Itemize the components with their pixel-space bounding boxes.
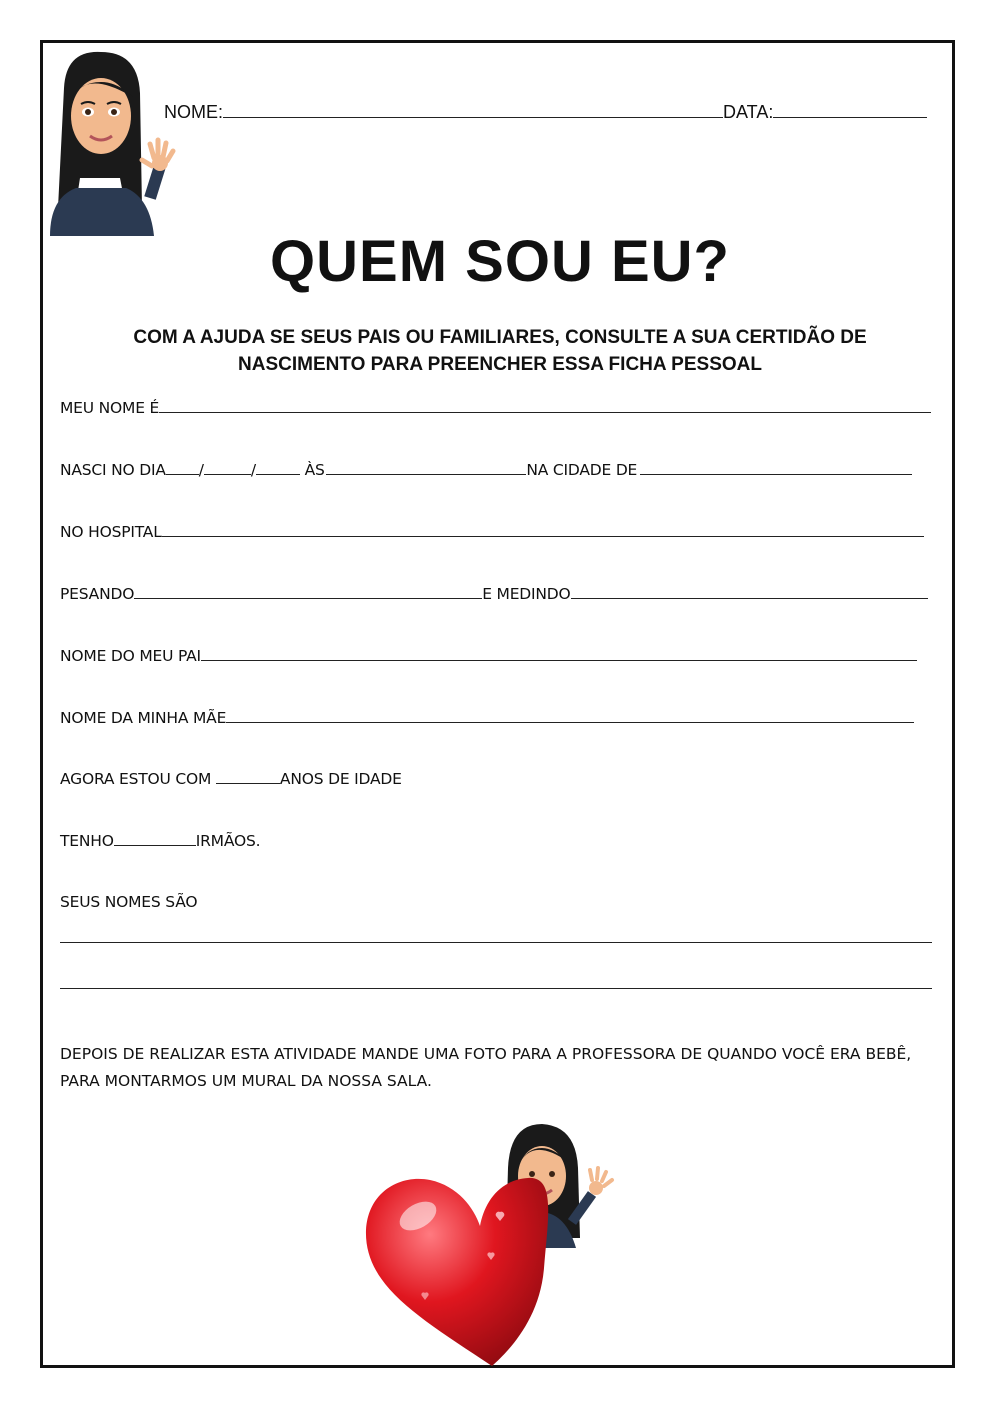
name-field[interactable]: [164, 102, 927, 123]
weight-label: PESANDO: [60, 585, 135, 603]
name-label: NOME:: [164, 102, 224, 122]
age-label: AGORA ESTOU COM: [60, 770, 212, 788]
page-title: QUEM SOU EU?: [270, 229, 730, 294]
siblings-suffix: IRMÃOS.: [195, 832, 261, 850]
city-label: NA CIDADE DE: [526, 461, 638, 479]
field-sibling-names: [60, 893, 197, 911]
field-weight-height[interactable]: [60, 584, 928, 603]
mother-label: NOME DA MINHA MÃE: [60, 709, 227, 727]
name-blank[interactable]: [223, 103, 723, 118]
field-birth[interactable]: [60, 460, 912, 479]
date-separator: /: [198, 461, 204, 479]
father-blank[interactable]: [201, 646, 917, 661]
age-blank[interactable]: [216, 769, 280, 784]
hospital-label: NO HOSPITAL: [60, 523, 162, 541]
day-blank[interactable]: [166, 460, 199, 475]
instructions-line-2: NASCIMENTO PARA PREENCHER ESSA FICHA PESSOAL: [238, 354, 762, 375]
year-blank[interactable]: [256, 460, 300, 475]
weight-blank[interactable]: [134, 584, 482, 599]
height-label: E MEDINDO: [482, 585, 571, 603]
time-label: ÀS: [304, 461, 325, 479]
heart-with-teacher-avatar-icon: [360, 1118, 620, 1370]
teacher-avatar-waving-icon: [46, 48, 176, 238]
field-age[interactable]: [60, 769, 402, 788]
sibling-names-line-1[interactable]: [60, 942, 932, 943]
field-my-name-label: MEU NOME É: [60, 399, 160, 417]
field-hospital[interactable]: [60, 522, 924, 541]
month-blank[interactable]: [204, 460, 251, 475]
date-separator: /: [250, 461, 256, 479]
date-label: DATA:: [723, 102, 774, 122]
siblings-label: TENHO: [60, 832, 114, 850]
instructions-line-1: COM A AJUDA SE SEUS PAIS OU FAMILIARES, CONSULTE A SUA CERTIDÃO DE: [133, 327, 867, 348]
field-my-name[interactable]: [60, 398, 931, 417]
city-blank[interactable]: [640, 460, 912, 475]
birth-day-label: NASCI NO DIA: [60, 461, 166, 479]
field-father[interactable]: [60, 646, 917, 665]
time-blank[interactable]: [326, 460, 526, 475]
sibling-names-label: SEUS NOMES SÃO: [60, 893, 198, 911]
hospital-blank[interactable]: [162, 522, 924, 537]
mother-blank[interactable]: [226, 708, 914, 723]
height-blank[interactable]: [571, 584, 928, 599]
instructions: [0, 324, 1000, 378]
my-name-blank[interactable]: [159, 398, 931, 413]
field-mother[interactable]: [60, 708, 914, 727]
closing-note: DEPOIS DE REALIZAR ESTA ATIVIDADE MANDE UMA FOTO PARA A PROFESSORA DE QUANDO VOCÊ ERA BEBÊ, PARA MONTARMOS UM MURAL DA NOSSA SALA.: [60, 1045, 912, 1090]
father-label: NOME DO MEU PAI: [60, 647, 201, 665]
age-suffix: ANOS DE IDADE: [279, 770, 402, 788]
sibling-names-line-2[interactable]: [60, 988, 932, 989]
field-siblings[interactable]: [60, 831, 260, 850]
siblings-blank[interactable]: [114, 831, 196, 846]
date-blank[interactable]: [773, 103, 927, 118]
